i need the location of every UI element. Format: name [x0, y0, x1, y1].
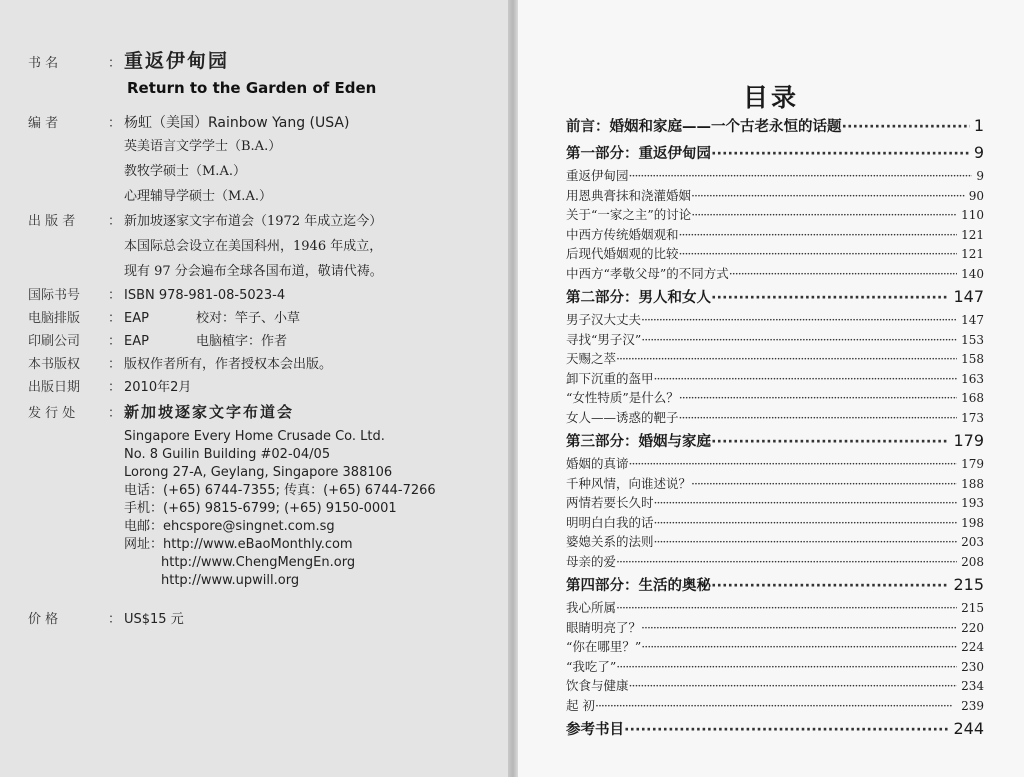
- leader-dots: [616, 349, 957, 369]
- isbn-label: 国际书号: [28, 288, 81, 303]
- mobile: 手机：(+65) 9815-6799; (+65) 9150-0001: [124, 501, 397, 516]
- toc-entry: [566, 388, 984, 408]
- book-title-en: Return to the Garden of Eden: [127, 79, 377, 97]
- toc-part-heading: [566, 427, 984, 454]
- leader-dots: [691, 186, 965, 206]
- degree-3: 心理辅导学硕士（M.A.）: [124, 189, 272, 204]
- toc-entry-title: 第二部分：男人和女人: [566, 290, 711, 306]
- toc-page-number: 153: [961, 332, 984, 347]
- print-label: 印刷公司: [28, 334, 81, 349]
- phone-fax: 电话：(+65) 6744-7355; 传真：(+65) 6744-7266: [124, 483, 436, 498]
- proof-label: 校对：: [196, 311, 236, 326]
- toc-page-number: 121: [961, 227, 984, 242]
- email: 电邮：ehcspore@singnet.com.sg: [124, 519, 335, 534]
- toc-entry-title: 第四部分：生活的奥秘: [566, 578, 711, 594]
- toc-entry: [566, 330, 984, 350]
- toc-page-number: 234: [961, 679, 984, 693]
- toc-entry-title: 我心所属: [566, 600, 617, 615]
- toc-entry: [566, 657, 984, 677]
- toc-entry-title: 天赐之萃: [566, 351, 617, 366]
- toc-list: [566, 112, 984, 742]
- toc-part-heading: [566, 571, 984, 598]
- toc-entry-title: 婆媳关系的法则: [566, 534, 654, 549]
- toc-entry-title: 婚姻的真谛: [566, 456, 629, 471]
- colon: ：: [108, 116, 122, 131]
- toc-entry: [566, 696, 984, 716]
- toc-title: 目录: [742, 83, 799, 112]
- toc-entry: [566, 349, 984, 369]
- leader-dots: [629, 454, 958, 474]
- toc-page-number: 121: [961, 247, 984, 261]
- toc-page-number: 179: [953, 431, 984, 450]
- leader-dots: [616, 552, 957, 572]
- distributor-row: [28, 403, 294, 423]
- toc-entry: [566, 552, 984, 572]
- toc-entry-title: 明明白白我的话: [566, 514, 654, 530]
- toc-page-number: 9: [976, 169, 984, 183]
- toc-entry-title: 卸下沉重的盔甲: [566, 370, 654, 386]
- toc-entry-title: 重返伊甸园: [566, 168, 629, 183]
- leader-dots: [679, 225, 958, 245]
- input-label: 电脑植字：: [196, 334, 262, 349]
- address-line-1: Singapore Every Home Crusade Co. Ltd.: [124, 429, 385, 444]
- toc-page-number: 147: [961, 313, 984, 327]
- colon: ：: [108, 214, 122, 229]
- book-gutter: [508, 0, 518, 777]
- toc-page-number: 168: [961, 391, 984, 405]
- toc-entry-title: “我吃了”: [566, 658, 617, 674]
- toc-entry-title: 千种风情，向谁述说？: [566, 475, 692, 491]
- toc-page-number: 203: [961, 535, 984, 549]
- toc-page-number: 215: [953, 575, 984, 594]
- degree-1: 英美语言文学学士（B.A.）: [124, 139, 282, 154]
- website-3: http://www.upwill.org: [161, 573, 300, 588]
- date: 2010年2月: [124, 380, 192, 395]
- leader-dots: [641, 310, 957, 330]
- leader-dots: [654, 369, 958, 389]
- colon: ：: [108, 288, 122, 303]
- leader-dots: [679, 244, 958, 264]
- toc-entry-title: 第三部分：婚姻与家庭: [566, 434, 711, 450]
- colon: ：: [108, 380, 122, 395]
- rights: 版权作者所有，作者授权本会出版。: [124, 357, 333, 372]
- leader-dots: [711, 429, 949, 454]
- toc-page-number: 215: [961, 601, 984, 615]
- toc-entry-title: 母亲的爱: [566, 553, 617, 569]
- publisher-line-1: 本国际总会设立在美国科州，1946 年成立，: [124, 239, 383, 254]
- typeset-row: [28, 310, 300, 328]
- toc-part-heading: [566, 715, 984, 742]
- toc-page-number: 163: [961, 371, 984, 386]
- toc-entry: [566, 493, 984, 513]
- leader-dots: [624, 717, 949, 742]
- leader-dots: [679, 388, 957, 408]
- author-row: [28, 114, 349, 133]
- toc-entry: [566, 454, 984, 474]
- colon: ：: [108, 334, 122, 349]
- date-row: [28, 379, 191, 397]
- toc-page-number: 198: [961, 515, 984, 530]
- isbn-row: [28, 287, 285, 305]
- toc-page-number: 244: [953, 719, 984, 738]
- toc-page-number: 188: [961, 476, 984, 491]
- toc-entry-title: 男子汉大丈夫: [566, 312, 642, 327]
- toc-entry: [566, 310, 984, 330]
- toc-page-number: 239: [961, 698, 984, 713]
- date-label: 出版日期: [28, 380, 81, 395]
- degree-2: 教牧学硕士（M.A.）: [124, 164, 246, 179]
- toc-entry-title: 第一部分：重返伊甸园: [566, 146, 711, 162]
- publisher: 新加坡逐家文字布道会（1972 年成立迄今）: [124, 214, 383, 229]
- toc-entry: [566, 676, 984, 696]
- toc-page-number: 193: [961, 496, 984, 510]
- author: 杨虹（美国）Rainbow Yang (USA): [124, 115, 350, 131]
- distributor: 新加坡逐家文字布道会: [124, 403, 295, 421]
- toc-entry-title: 寻找“男子汉”: [566, 331, 642, 347]
- title-row: [28, 52, 229, 73]
- leader-dots: [629, 166, 973, 186]
- toc-entry: [566, 244, 984, 264]
- colon: ：: [108, 406, 122, 421]
- toc-part-heading: [566, 283, 984, 310]
- toc-page-number: 9: [973, 143, 984, 162]
- proof: 竿子、小草: [235, 311, 301, 326]
- print: EAP: [124, 334, 149, 349]
- address-line-3: Lorong 27-A, Geylang, Singapore 388106: [124, 465, 393, 480]
- toc-entry: [566, 166, 984, 186]
- toc-entry: [566, 369, 984, 389]
- toc-page-number: 158: [961, 352, 984, 366]
- author-label: 编 者: [28, 116, 59, 131]
- toc-entry-title: 用恩典膏抹和浇灌婚姻: [566, 187, 692, 203]
- price-label: 价 格: [28, 612, 59, 627]
- toc-entry-title: 女人——诱惑的靶子: [566, 409, 679, 425]
- leader-dots: [641, 330, 957, 350]
- toc-entry: [566, 205, 984, 225]
- toc-entry-title: “你在哪里？”: [566, 639, 642, 654]
- rights-row: [28, 356, 332, 374]
- toc-entry-title: 中西方“孝敬父母”的不同方式: [566, 265, 729, 281]
- print-row: [28, 333, 287, 351]
- leader-dots: [595, 696, 957, 716]
- leader-dots: [711, 573, 949, 598]
- toc-entry: [566, 474, 984, 494]
- toc-entry-title: “女性特质”是什么？: [566, 390, 679, 405]
- rights-label: 本书版权: [28, 357, 81, 372]
- publisher-line-2: 现有 97 分会遍布全球各国布道，敬请代祷。: [124, 264, 383, 279]
- publisher-label: 出 版 者: [28, 214, 76, 229]
- leader-dots: [629, 676, 958, 696]
- website-2: http://www.ChengMengEn.org: [161, 555, 356, 570]
- publisher-row: [28, 213, 382, 231]
- toc-page-number: 147: [953, 287, 984, 306]
- toc-page-number: 110: [961, 208, 984, 222]
- toc-page-number: 224: [961, 640, 984, 654]
- leader-dots: [729, 264, 957, 284]
- distributor-label: 发 行 处: [28, 406, 76, 421]
- toc-entry: [566, 408, 984, 428]
- toc-entry-title: 前言：婚姻和家庭——一个古老永恒的话题: [566, 119, 842, 135]
- typeset-label: 电脑排版: [28, 311, 81, 326]
- colophon-page: [0, 0, 508, 777]
- toc-page: [518, 0, 1024, 777]
- toc-entry-title: 饮食与健康: [566, 678, 629, 693]
- leader-dots: [654, 532, 958, 552]
- isbn: ISBN 978-981-08-5023-4: [124, 288, 286, 303]
- toc-page-number: 140: [961, 266, 984, 281]
- leader-dots: [616, 598, 957, 618]
- typeset: EAP: [124, 311, 149, 326]
- leader-dots: [641, 618, 957, 638]
- toc-entry-title: 中西方传统婚姻观和: [566, 226, 679, 242]
- toc-entry-title: 后现代婚姻观的比较: [566, 246, 679, 261]
- toc-entry: [566, 264, 984, 284]
- price: US$15 元: [124, 612, 184, 627]
- price-row: [28, 611, 184, 629]
- leader-dots: [654, 513, 958, 533]
- address-line-2: No. 8 Guilin Building #02-04/05: [124, 447, 331, 462]
- toc-entry: [566, 637, 984, 657]
- colon: ：: [108, 612, 122, 627]
- leader-dots: [691, 474, 957, 494]
- toc-part-heading: [566, 139, 984, 166]
- toc-page-number: 173: [961, 410, 984, 425]
- toc-page-number: 208: [961, 554, 984, 569]
- toc-entry: [566, 598, 984, 618]
- toc-entry: [566, 225, 984, 245]
- toc-entry-title: 两情若要长久时: [566, 495, 654, 510]
- leader-dots: [616, 657, 957, 677]
- input: 作者: [261, 334, 288, 349]
- toc-entry-title: 关于“一家之主”的讨论: [566, 207, 692, 222]
- toc-page-number: 179: [961, 457, 984, 471]
- toc-entry: [566, 513, 984, 533]
- toc-part-heading: [566, 112, 984, 139]
- toc-page-number: 220: [961, 620, 984, 635]
- toc-entry-title: 眼睛明亮了？: [566, 619, 642, 635]
- leader-dots: [711, 141, 970, 166]
- title-label: 书 名: [28, 56, 59, 71]
- leader-dots: [679, 408, 958, 428]
- toc-entry: [566, 532, 984, 552]
- colon: ：: [108, 357, 122, 372]
- leader-dots: [641, 637, 957, 657]
- leader-dots: [842, 114, 970, 139]
- website-1: 网址：http://www.eBaoMonthly.com: [124, 537, 353, 552]
- toc-page-number: 230: [961, 659, 984, 674]
- leader-dots: [691, 205, 957, 225]
- colon: ：: [108, 311, 122, 326]
- leader-dots: [654, 493, 958, 513]
- toc-page-number: 90: [968, 188, 984, 203]
- toc-page-number: 1: [973, 116, 984, 135]
- book-title-zh: 重返伊甸园: [124, 50, 230, 72]
- toc-entry-title: 起 初: [566, 697, 595, 713]
- leader-dots: [711, 285, 949, 310]
- toc-entry: [566, 618, 984, 638]
- colon: ：: [108, 56, 122, 71]
- toc-entry: [566, 186, 984, 206]
- toc-entry-title: 参考书目: [566, 722, 624, 738]
